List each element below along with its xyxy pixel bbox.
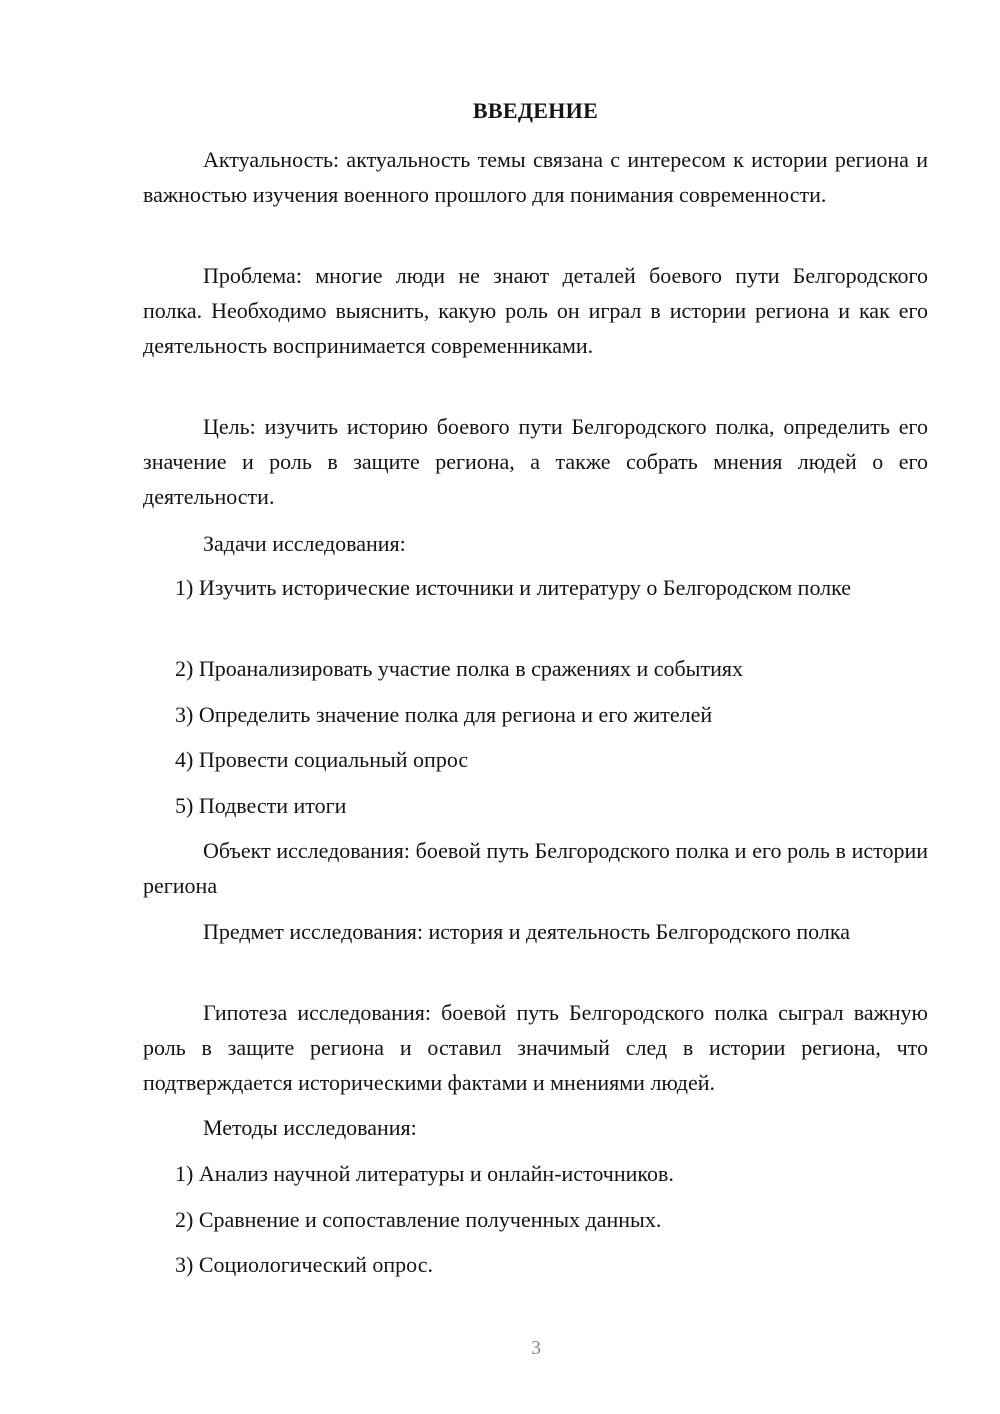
task-item-1: 1) Изучить исторические источники и литературу о Белгородском полке <box>175 575 852 600</box>
tasks-title: Задачи исследования: <box>203 531 406 556</box>
relevance-paragraph: Актуальность: актуальность темы связана с интересом к истории региона и важностью изучения военного прошлого для понимания современности. <box>143 147 928 207</box>
object-paragraph: Объект исследования: боевой путь Белгородского полка и его роль в истории региона <box>143 838 928 898</box>
page-number: 3 <box>531 1337 541 1359</box>
section-heading: ВВЕДЕНИЕ <box>472 98 599 123</box>
subject-paragraph: Предмет исследования: история и деятельность Белгородского полка <box>203 919 850 944</box>
method-item-3: 3) Социологический опрос. <box>175 1252 433 1277</box>
task-item-4: 4) Провести социальный опрос <box>175 747 469 772</box>
methods-title: Методы исследования: <box>203 1115 417 1140</box>
task-item-3: 3) Определить значение полка для региона и его жителей <box>175 702 713 727</box>
task-item-2: 2) Проанализировать участие полка в сражениях и событиях <box>175 656 743 681</box>
method-item-2: 2) Сравнение и сопоставление полученных данных. <box>175 1207 662 1232</box>
goal-paragraph: Цель: изучить историю боевого пути Белгородского полка, определить его значение и роль в защите региона, а также собрать мнения людей о его деятельности. <box>143 414 928 509</box>
problem-paragraph: Проблема: многие люди не знают деталей боевого пути Белгородского полка. Необходимо выяснить, какую роль он играл в истории региона и как его деятельность воспринимается современниками. <box>143 263 928 358</box>
task-item-5: 5) Подвести итоги <box>175 793 347 818</box>
hypothesis-paragraph: Гипотеза исследования: боевой путь Белгородского полка сыграл важную роль в защите региона и оставил значимый след в истории региона, что подтверждается историческими фактами и мнениями людей. <box>143 1000 928 1095</box>
method-item-1: 1) Анализ научной литературы и онлайн-источников. <box>175 1161 674 1186</box>
